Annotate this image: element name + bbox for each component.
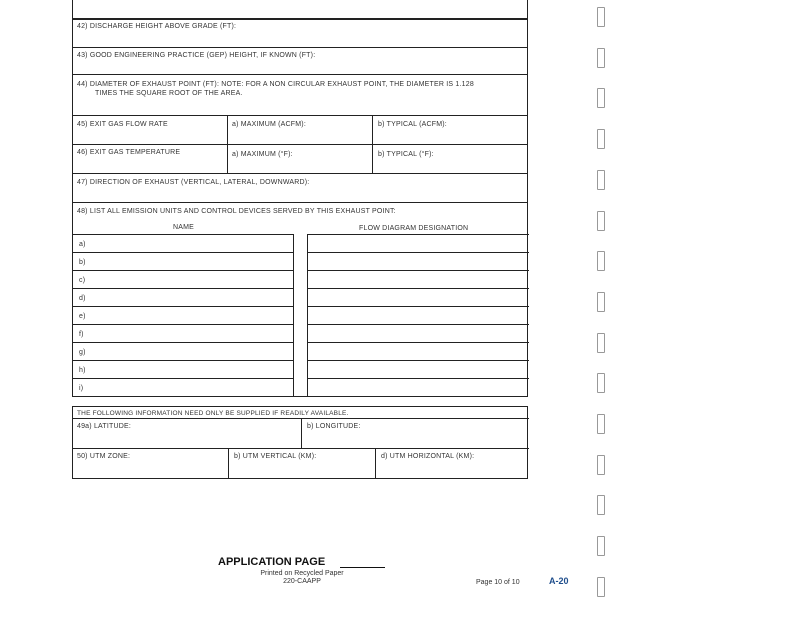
binder-hole-icon — [597, 292, 605, 312]
binder-hole-icon — [597, 129, 605, 149]
q46-divider-1 — [227, 145, 228, 174]
q44-box[interactable] — [72, 74, 528, 116]
binder-hole-icon — [597, 7, 605, 27]
q45-box — [72, 115, 528, 145]
q48-name-row-line[interactable] — [73, 342, 294, 343]
q46a-label[interactable]: a) MAXIMUM (°F): — [232, 151, 293, 158]
q48-row-label: f) — [79, 331, 84, 338]
q50d-label[interactable]: d) UTM HORIZONTAL (KM): — [381, 453, 475, 460]
q50-divider-2 — [375, 448, 376, 479]
q50a-label[interactable]: 50) UTM ZONE: — [77, 453, 131, 460]
q47-label: 47) DIRECTION OF EXHAUST (VERTICAL, LATERAL, DOWNWARD): — [77, 179, 310, 186]
binder-hole-icon — [597, 577, 605, 597]
q48-flow-row-line[interactable] — [307, 252, 529, 253]
binder-hole-icon — [597, 495, 605, 515]
q48-flow-row-line[interactable] — [307, 306, 529, 307]
q43-label: 43) GOOD ENGINEERING PRACTICE (GEP) HEIGHT, IF KNOWN (FT): — [77, 52, 316, 59]
q48-name-row-line[interactable] — [73, 252, 294, 253]
binder-hole-icon — [597, 373, 605, 393]
q48-name-row-line[interactable] — [73, 324, 294, 325]
q48-label: 48) LIST ALL EMISSION UNITS AND CONTROL DEVICES SERVED BY THIS EXHAUST POINT: — [77, 208, 396, 215]
q48-name-row-line[interactable] — [73, 360, 294, 361]
q48-flow-row-line[interactable] — [307, 342, 529, 343]
q48-name-row-line[interactable] — [73, 288, 294, 289]
supplemental-box — [72, 406, 528, 479]
q44-label-line1: 44) DIAMETER OF EXHAUST POINT (FT): NOTE: FOR A NON CIRCULAR EXHAUST POINT, THE DIAMETER IS 1.128 — [77, 81, 474, 88]
q48-col-flow: FLOW DIAGRAM DESIGNATION — [359, 225, 469, 232]
binder-hole-icon — [597, 414, 605, 434]
q48-row-label: d) — [79, 295, 86, 302]
q49a-label[interactable]: 49a) LATITUDE: — [77, 423, 132, 430]
q49-divider — [301, 418, 302, 448]
q42-field[interactable] — [72, 0, 528, 19]
q43-box[interactable] — [72, 47, 528, 75]
q45b-label[interactable]: b) TYPICAL (ACFM): — [378, 121, 447, 128]
q50b-label[interactable]: b) UTM VERTICAL (KM): — [234, 453, 317, 460]
recycled-paper-note: Printed on Recycled Paper — [260, 570, 344, 577]
form-code: 220-CAAPP — [283, 578, 321, 585]
q46-divider-2 — [372, 145, 373, 174]
binder-hole-icon — [597, 211, 605, 231]
binder-hole-icon — [597, 88, 605, 108]
q47-box[interactable] — [72, 173, 528, 203]
q45-divider-2 — [372, 116, 373, 145]
q48-flow-row-line[interactable] — [307, 288, 529, 289]
q50-divider-1 — [228, 448, 229, 479]
binder-hole-icon — [597, 455, 605, 475]
q48-flow-row-line[interactable] — [307, 378, 529, 379]
q46-label: 46) EXIT GAS TEMPERATURE — [77, 149, 181, 156]
q45-divider-1 — [227, 116, 228, 145]
q48-row-label: a) — [79, 241, 86, 248]
q49b-label[interactable]: b) LONGITUDE: — [307, 423, 361, 430]
q48-flow-row-line[interactable] — [307, 270, 529, 271]
q48-name-row-line[interactable] — [73, 270, 294, 271]
binder-hole-icon — [597, 251, 605, 271]
q46b-label[interactable]: b) TYPICAL (°F): — [378, 151, 434, 158]
application-page-blank[interactable] — [340, 567, 385, 568]
q48-col-name: NAME — [173, 224, 195, 231]
q48-row-label: i) — [79, 385, 84, 392]
q48-flow-row-line[interactable] — [307, 360, 529, 361]
q45a-label[interactable]: a) MAXIMUM (ACFM): — [232, 121, 306, 128]
q48-header-line-right — [307, 234, 529, 235]
application-page-title: APPLICATION PAGE — [218, 556, 326, 568]
q48-flow-col-left — [307, 234, 308, 397]
q42-label: 42) DISCHARGE HEIGHT ABOVE GRADE (FT): — [77, 23, 237, 30]
q48-row-label: b) — [79, 259, 86, 266]
q48-row-label: g) — [79, 349, 86, 356]
q42-box[interactable] — [72, 19, 528, 48]
binder-hole-icon — [597, 170, 605, 190]
q48-row-label: c) — [79, 277, 86, 284]
page-number: Page 10 of 10 — [476, 579, 520, 586]
q48-box — [72, 202, 528, 397]
q48-flow-row-line[interactable] — [307, 324, 529, 325]
q49-bottom-line — [73, 448, 529, 449]
q45-label: 45) EXIT GAS FLOW RATE — [77, 121, 168, 128]
q48-row-label: e) — [79, 313, 86, 320]
binder-hole-icon — [597, 536, 605, 556]
q48-name-row-line[interactable] — [73, 306, 294, 307]
binder-hole-icon — [597, 48, 605, 68]
q44-label-line2: TIMES THE SQUARE ROOT OF THE AREA. — [95, 90, 243, 97]
q46-box — [72, 144, 528, 174]
supplemental-note: THE FOLLOWING INFORMATION NEED ONLY BE SUPPLIED IF READILY AVAILABLE. — [77, 410, 349, 417]
form-id: A-20 — [549, 576, 569, 586]
q48-header-line-left — [73, 234, 294, 235]
q48-name-col-right — [293, 234, 294, 397]
q48-row-label: h) — [79, 367, 86, 374]
binder-hole-icon — [597, 333, 605, 353]
q48-name-row-line[interactable] — [73, 378, 294, 379]
